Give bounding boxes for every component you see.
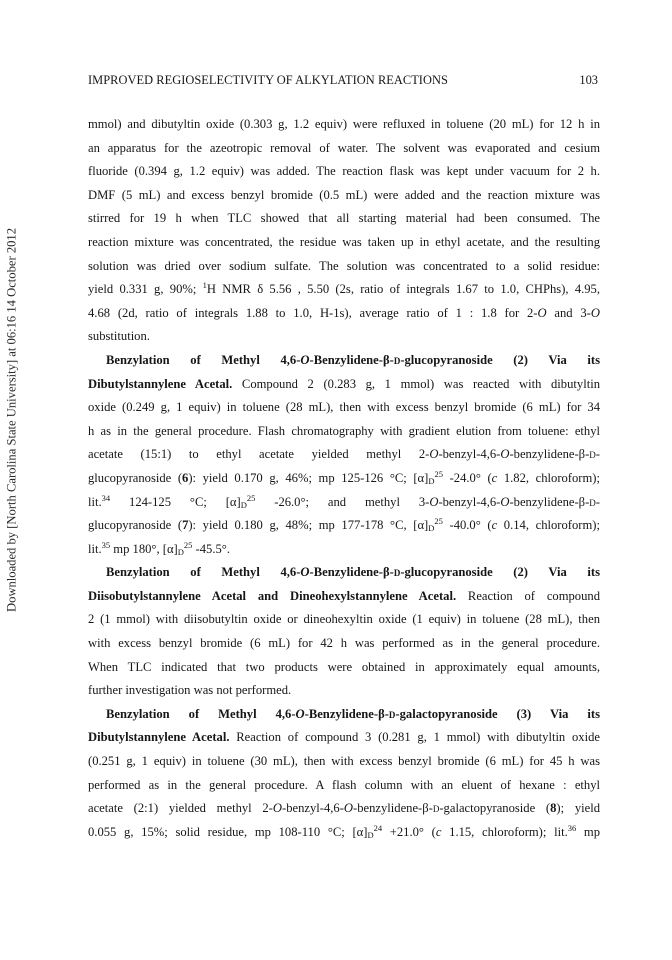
text-line: reaction mixture was concentrated, the residue was taken up in ethyl acetate, and the resulting [88, 234, 600, 249]
text-line: Dibutylstannylene Acetal. Reaction of compound 3 (0.281 g, 1 mmol) with dibutyltin oxide [88, 730, 600, 745]
text-line: lit.$^{35}$ mp 180°, $[\alpha]_D^{25}$ -45.5°. [88, 539, 230, 557]
running-header [88, 70, 598, 90]
text-line: solution was dried over sodium sulfate. The solution was concentrated to a solid residue: [88, 258, 600, 273]
text-line: 4.68 (2d, ratio of integrals 1.88 to 1.0, H-1s), average ratio of 1 : 1.8 for 2-O and 3-O [88, 305, 600, 320]
text-line: acetate (15:1) to ethyl acetate yielded methyl 2-O-benzyl-4,6-O-benzylidene-β-d- [88, 447, 600, 462]
text-line: lit.$^{34}$ 124-125 °C; $[\alpha]_D^{25}$ -26.0°; and methyl 3-O-benzyl-4,6-O-benzylidene-β-d- [88, 492, 600, 510]
text-line: Diisobutylstannylene Acetal and Dineohexylstannylene Acetal. Reaction of compound [88, 588, 600, 603]
page-number: 103 [579, 73, 598, 87]
text-line: mmol) and dibutyltin oxide (0.303 g, 1.2 equiv) were refluxed in toluene (20 mL) for 12 h in [88, 117, 600, 131]
text-line: yield 0.331 g, 90%; $^1$H NMR δ 5.56 , 5.50 (2s, ratio of integrals 1.67 to 1.0, CHPhs), 4.95, [88, 280, 601, 297]
text-line: substitution. [88, 329, 150, 344]
download-watermark [2, 120, 22, 720]
text-line: further investigation was not performed. [88, 683, 292, 698]
text-line: (0.251 g, 1 equiv) in toluene (30 mL), then with excess benzyl bromide (6 mL) for 45 h was [88, 754, 600, 769]
section-heading-line: Benzylation of Methyl 4,6-O-Benzylidene-β-d-galactopyranoside (3) Via its [106, 706, 600, 721]
text-line: 2 (1 mmol) with diisobutyltin oxide or dineohexyltin oxide (1 equiv) in toluene (28 mL), then [88, 612, 600, 627]
text-line: DMF (5 mL) and excess benzyl bromide (0.5 mL) were added and the reaction mixture was [88, 187, 600, 202]
text-line: oxide (0.249 g, 1 equiv) in toluene (28 mL), then with excess benzyl bromide (6 mL) for 34 [88, 400, 600, 415]
download-watermark-text: Downloaded by [North Carolina State University] at 06:16 14 October 2012 [4, 227, 19, 613]
section-heading-line: Benzylation of Methyl 4,6-O-Benzylidene-β-d-glucopyranoside (2) Via its [106, 565, 600, 580]
text-line: with excess benzyl bromide (6 mL) for 42 h was performed as in the general procedure. [88, 636, 600, 651]
text-line: When TLC indicated that two products were obtained in approximately equal amounts, [88, 659, 600, 674]
text-line: performed as in the general procedure. A flash column with an eluent of hexane : ethyl [88, 777, 600, 792]
running-title: IMPROVED REGIOSELECTIVITY OF ALKYLATION REACTIONS [88, 73, 448, 87]
text-line: h as in the general procedure. Flash chromatography with gradient elution from toluene: ethyl [88, 423, 600, 438]
text-line: glucopyranoside (6): yield 0.170 g, 46%; mp 125-126 °C; $[\alpha]_D^{25}$ -24.0° (c 1.82, chloroform); [88, 468, 600, 486]
text-line: stirred for 19 h when TLC showed that all starting material had been consumed. The [88, 211, 600, 226]
paper-body [88, 113, 600, 844]
text-line: acetate (2:1) yielded methyl 2-O-benzyl-4,6-O-benzylidene-β-d-galactopyranoside (8); yield [88, 801, 601, 816]
text-line: an apparatus for the azeotropic removal of water. The solvent was evaporated and cesium [88, 140, 600, 155]
text-line: 0.055 g, 15%; solid residue, mp 108-110 °C; $[\alpha]_D^{24} +21.0^\circ$ (c 1.15, chloroform); lit.$^{36}$ mp [88, 822, 601, 840]
text-line: Dibutylstannylene Acetal. Compound 2 (0.283 g, 1 mmol) was reacted with dibutyltin [88, 376, 600, 391]
text-line: glucopyranoside (7): yield 0.180 g, 48%; mp 177-178 °C, $[\alpha]_D^{25}$ -40.0° (c 0.14, chloroform); [88, 516, 600, 534]
text-line: fluoride (0.394 g, 1.2 equiv) was added. The reaction flask was kept under vacuum for 2 h. [88, 164, 600, 179]
section-heading-line: Benzylation of Methyl 4,6-O-Benzylidene-β-d-glucopyranoside (2) Via its [106, 352, 600, 367]
